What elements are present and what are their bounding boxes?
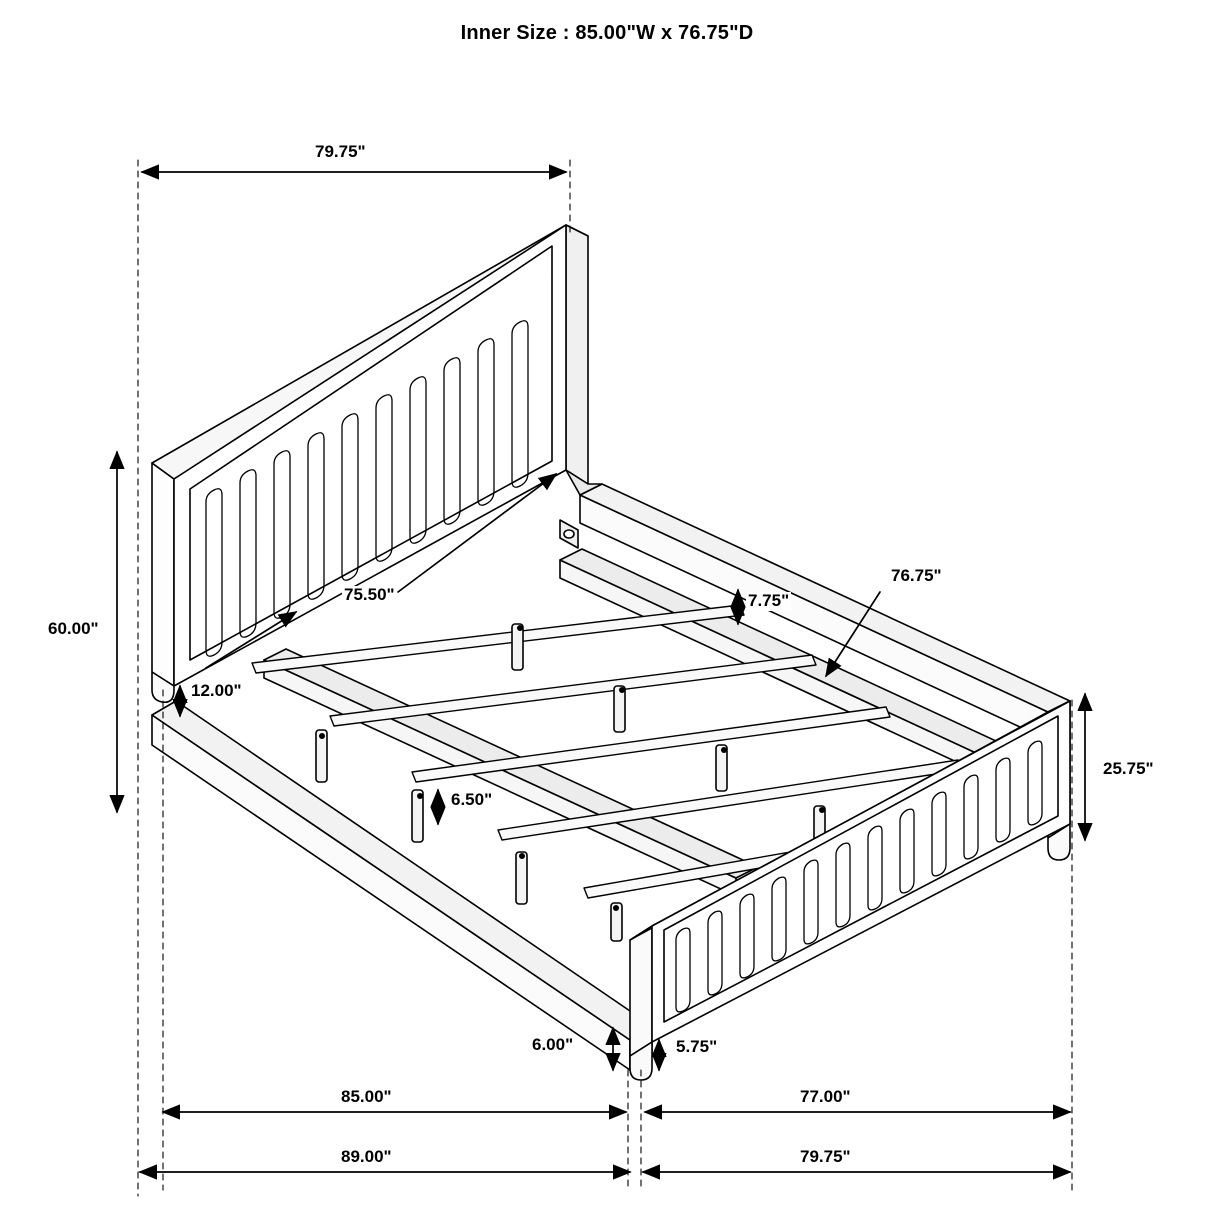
- dim-bed-depth: 76.75": [891, 566, 942, 585]
- dim-footboard-height: 25.75": [1103, 759, 1154, 778]
- page-title: Inner Size : 85.00"W x 76.75"D: [460, 22, 754, 44]
- dim-slat-thickness: 6.50": [451, 790, 493, 809]
- dim-side-rail-inner-length: 75.50": [344, 585, 395, 604]
- dim-depth-outer: 79.75": [800, 1147, 851, 1166]
- dim-rail-clearance: 6.00": [532, 1035, 574, 1054]
- dim-overall-width-outer: 89.00": [341, 1147, 392, 1166]
- dim-footboard-leg-clearance: 5.75": [676, 1037, 718, 1056]
- dim-rail-depth: 7.75": [748, 591, 790, 610]
- dim-headboard-width: 79.75": [315, 142, 366, 161]
- dim-clearance-headboard: 12.00": [191, 681, 242, 700]
- dim-headboard-height: 60.00": [48, 619, 99, 638]
- dim-depth-lower: 77.00": [800, 1087, 851, 1106]
- dim-overall-width-lower: 85.00": [341, 1087, 392, 1106]
